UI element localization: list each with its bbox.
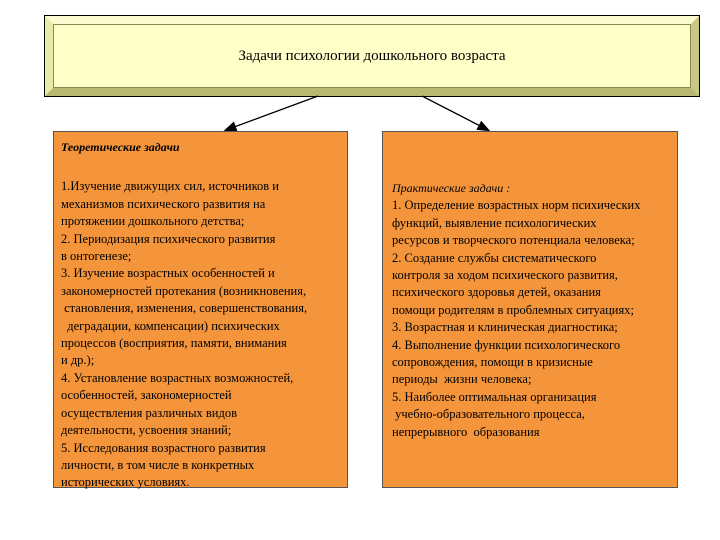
- task-line: особенностей, закономерностей: [61, 388, 232, 403]
- task-line: ресурсов и творческого потенциала человека;: [392, 233, 635, 248]
- task-line: 3. Изучение возрастных особенностей и: [61, 266, 275, 281]
- task-line: функций, выявление психологических: [392, 215, 597, 230]
- diagram-title: Задачи психологии дошкольного возраста: [53, 24, 691, 88]
- task-line: 3. Возрастная и клиническая диагностика;: [392, 320, 618, 335]
- task-line: 1.Изучение движущих сил, источников и: [61, 179, 279, 194]
- task-line: 2. Создание службы систематического: [392, 250, 597, 265]
- task-line: деятельности, усвоения знаний;: [61, 423, 232, 438]
- task-line: личности, в том числе в конкретных: [61, 457, 255, 472]
- task-line: психического здоровья детей, оказания: [392, 285, 601, 300]
- task-line: периоды жизни человека;: [392, 372, 532, 387]
- task-line: и др.);: [61, 353, 95, 368]
- task-line: 5. Исследования возрастного развития: [61, 440, 266, 455]
- practical-tasks-heading: Практические задачи :: [392, 181, 511, 195]
- theoretical-tasks-panel: [53, 131, 348, 488]
- task-line: осуществления различных видов: [61, 405, 237, 420]
- task-line: исторических условиях.: [61, 475, 190, 490]
- task-line: 4. Выполнение функции психологического: [392, 337, 621, 352]
- practical-tasks-list: [392, 197, 677, 441]
- task-line: помощи родителям в проблемных ситуациях;: [392, 302, 634, 317]
- task-line: 1. Определение возрастных норм психических: [392, 198, 641, 213]
- task-line: в онтогенезе;: [61, 249, 132, 264]
- practical-tasks-panel: [382, 131, 678, 488]
- task-line: протяжении дошкольного детства;: [61, 214, 245, 229]
- arrow-to-practical: [422, 96, 488, 130]
- task-line: 5. Наиболее оптимальная организация: [392, 389, 597, 404]
- arrow-to-theoretical: [226, 96, 318, 130]
- task-line: контроля за ходом психического развития,: [392, 268, 618, 283]
- task-line: становления, изменения, совершенствования,: [61, 301, 308, 316]
- task-line: непрерывного образования: [392, 424, 540, 439]
- theoretical-tasks-heading: Теоретические задачи: [61, 140, 180, 154]
- task-line: учебно-образовательного процесса,: [392, 407, 585, 422]
- task-line: процессов (восприятия, памяти, внимания: [61, 336, 287, 351]
- task-line: сопровождения, помощи в кризисные: [392, 355, 593, 370]
- task-line: деградации, компенсации) психических: [61, 318, 280, 333]
- task-line: 2. Периодизация психического развития: [61, 231, 276, 246]
- task-line: 4. Установление возрастных возможностей,: [61, 370, 294, 385]
- task-line: закономерностей протекания (возникновения,: [61, 283, 307, 298]
- theoretical-tasks-list: [61, 178, 347, 491]
- task-line: механизмов психического развития на: [61, 196, 266, 211]
